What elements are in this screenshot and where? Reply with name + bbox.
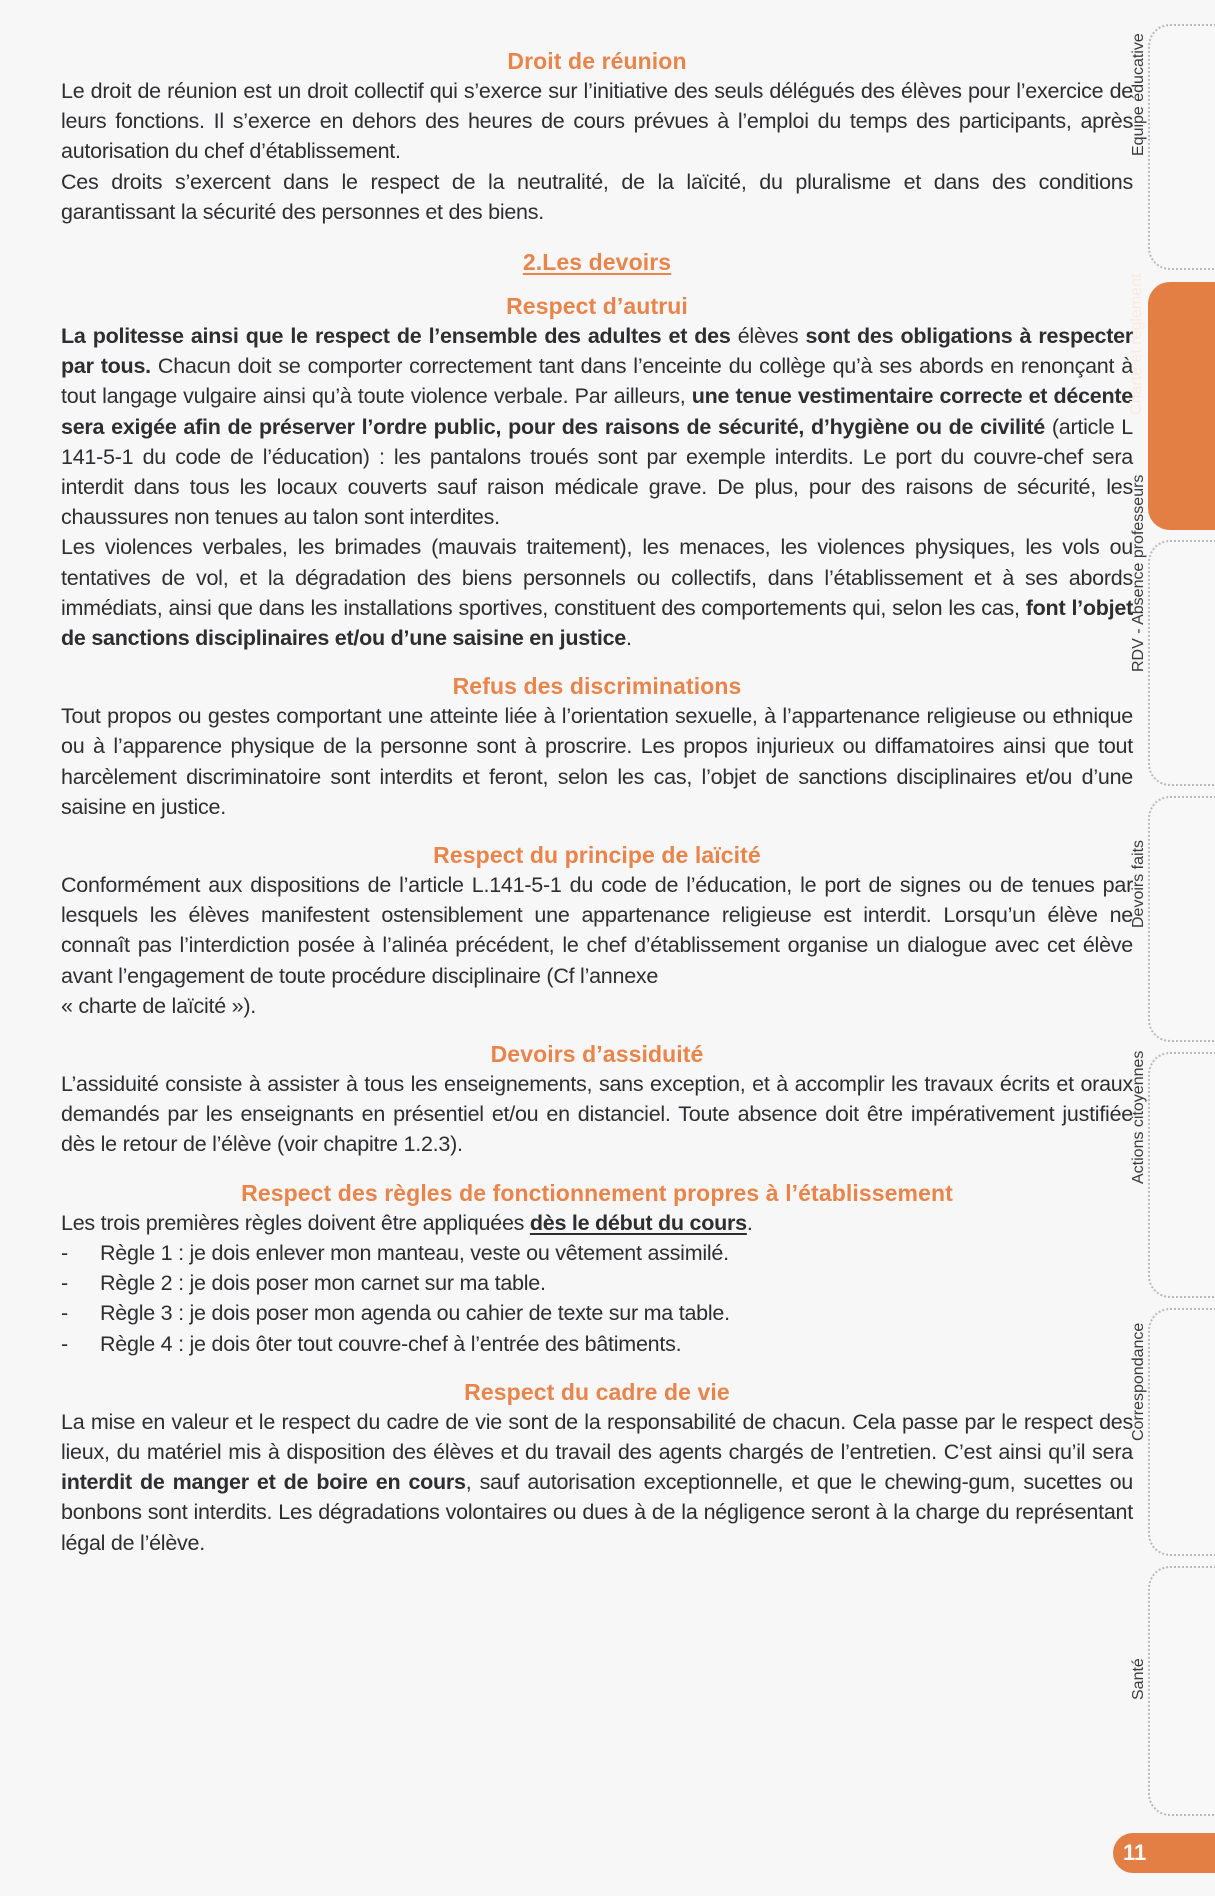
rule-item	[61, 1298, 1133, 1328]
tab-label: Equipe éducative	[1130, 33, 1147, 156]
tab-actions-citoyennes[interactable]	[1130, 1050, 1215, 1298]
list-dash: -	[61, 1240, 68, 1265]
regles-intro-end: .	[746, 1210, 753, 1235]
autrui-text-5: .	[625, 626, 632, 651]
tab-label: Actions citoyennes	[1130, 1050, 1147, 1184]
rule-item	[61, 1268, 1133, 1298]
regles-intro-text: Les trois premières règles doivent être appliquées	[61, 1210, 530, 1235]
regles-intro-emphasis: dès le début du cours	[529, 1210, 747, 1235]
cadre-bold: interdit de manger et de boire en cours	[61, 1470, 466, 1495]
regles-intro	[61, 1208, 1133, 1238]
autrui-text-3: (article L 141-5-1 du code de l’éducation) : les pantalons troués sont par exemple interdits. Le port du couvre-chef sera interdit dans tous les locaux couverts sauf raison médicale grave. De plus, pour des raisons de sécurité, les chaussures non tenues au talon sont interdites.	[61, 414, 1133, 530]
page-number: 11	[1113, 1833, 1215, 1873]
autrui-bold-2: sont des obligations à respecter par tous.	[61, 324, 1133, 379]
autrui-text-1: élèves	[730, 324, 806, 349]
reunion-paragraph-1: Le droit de réunion est un droit collectif qui s’exerce sur l’initiative des seuls délégués des élèves pour l’exercice de leurs fonctions. Il s’exerce en dehors des heures de cours prévues à l’emploi du temps des participants, après autorisation du chef d’établissement.	[61, 79, 1133, 164]
rule-item	[61, 1329, 1133, 1359]
cadre-text-1: La mise en valeur et le respect du cadre de vie sont de la responsabilité de chacun. Cela passe par le respect des lieux, du matériel mis à disposition des élèves et du travail des agents chargés de l’entretien. C’est ainsi qu’il sera	[61, 1409, 1133, 1464]
heading-droit-de-reunion: Droit de réunion	[507, 48, 687, 74]
cadre-paragraph	[61, 1407, 1133, 1558]
heading-principe-laicite: Respect du principe de laïcité	[433, 842, 761, 869]
autrui-bold-1: La politesse ainsi que le respect de l’ensemble des adultes et des	[61, 324, 731, 349]
heading-devoirs-assiduite: Devoirs d’assiduité	[490, 1041, 704, 1068]
heading-refus-discriminations: Refus des discriminations	[452, 673, 742, 700]
list-dash: -	[61, 1271, 68, 1296]
heading-cadre-de-vie: Respect du cadre de vie	[464, 1378, 730, 1405]
reunion-paragraph-2: Ces droits s’exercent dans le respect de la neutralité, de la laïcité, du pluralisme et dans des conditions garantissant la sécurité des personnes et des biens.	[61, 169, 1133, 224]
document-page	[61, 46, 1133, 1558]
rule-text: Règle 2 : je dois poser mon carnet sur ma table.	[100, 1271, 546, 1296]
rules-list	[61, 1238, 1133, 1359]
heading-regles-fonctionnement: Respect des règles de fonctionnement propres à l’établissement	[241, 1179, 953, 1206]
tab-label: Santé	[1130, 1658, 1147, 1700]
tab-label: RDV - Absence professeurs	[1130, 474, 1147, 672]
tab-label: Correspondance	[1130, 1322, 1147, 1441]
tab-equipe-educative[interactable]	[1130, 24, 1215, 270]
rule-text: Règle 3 : je dois poser mon agenda ou cahier de texte sur ma table.	[100, 1301, 730, 1326]
list-dash: -	[61, 1331, 68, 1356]
autrui-bold-3: une tenue vestimentaire correcte et décente sera exigée afin de préserver l’ordre public, pour des raisons de sécurité, d’hygiène ou de civilité	[61, 384, 1133, 439]
assiduite-paragraph: L’assiduité consiste à assister à tous les enseignements, sans exception, et à accomplir les travaux écrits et oraux demandés par les enseignants en présentiel et/ou en distanciel. Toute absence doit être impérativement justifiée dès le retour de l’élève (voir chapitre 1.2.3).	[61, 1072, 1133, 1157]
laicite-paragraph-2: « charte de laïcité »).	[61, 993, 257, 1018]
tab-rdv-absence-professeurs[interactable]	[1130, 474, 1215, 786]
rule-item	[61, 1238, 1133, 1268]
list-dash: -	[61, 1301, 68, 1326]
rule-text: Règle 1 : je dois enlever mon manteau, veste ou vêtement assimilé.	[100, 1240, 729, 1265]
autrui-text-4: Les violences verbales, les brimades (mauvais traitement), les menaces, les violences physiques, les vols ou tentatives de vol, et la dégradation des biens personnels ou collectifs, dans l’établissement et à ses abords immédiats, ainsi que dans les installations sportives, constituent des comportements qui, selon les cas,	[61, 535, 1133, 620]
tab-label: Charte et règlement	[1128, 273, 1145, 415]
heading-respect-autrui: Respect d’autrui	[506, 293, 688, 320]
heading-les-devoirs: 2.Les devoirs	[522, 249, 672, 276]
autrui-text-2: Chacun doit se comporter correctement tant dans l’enceinte du collège qu’à ses abords en renonçant à tout langage vulgaire ainsi qu’à toute violence verbale. Par ailleurs,	[61, 354, 1133, 409]
rule-text: Règle 4 : je dois ôter tout couvre-chef à l’entrée des bâtiments.	[100, 1331, 682, 1356]
tab-sante[interactable]	[1130, 1566, 1215, 1816]
tab-devoirs-faits[interactable]	[1130, 796, 1215, 1042]
cadre-text-2: , sauf autorisation exceptionnelle, et que le chewing-gum, sucettes ou bonbons sont interdits. Les dégradations volontaires ou dues à de la négligence seront à la charge du représentant légal de l’élève.	[61, 1470, 1133, 1555]
tab-charte-et-reglement[interactable]	[1128, 273, 1215, 530]
tab-correspondance[interactable]	[1130, 1308, 1215, 1556]
autrui-paragraph-1	[61, 321, 1133, 532]
autrui-bold-4: font l’objet de sanctions disciplinaires et/ou d’une saisine en justice	[61, 595, 1133, 651]
discrim-paragraph: Tout propos ou gestes comportant une atteinte liée à l’orientation sexuelle, à l’appartenance religieuse ou ethnique ou à l’apparence physique de la personne sont à proscrire. Les propos injurieux ou diffamatoires ainsi que tout harcèlement discriminatoire sont interdits et feront, selon les cas, l’objet de sanctions disciplinaires et/ou d’une saisine en justice.	[61, 704, 1133, 819]
autrui-paragraph-2	[61, 532, 1133, 653]
laicite-paragraph-1: Conformément aux dispositions de l’article L.141-5-1 du code de l’éducation, le port de signes ou de tenues par lesquels les élèves manifestent ostensiblement une appartenance religieuse est interdit. Lorsqu’un élève ne connaît pas l’interdiction posée à l’alinéa précédent, le chef d’établissement organise un dialogue avec cet élève avant l’engagement de toute procédure disciplinaire (Cf l’annexe	[61, 873, 1133, 988]
tab-label: Devoirs faits	[1130, 839, 1147, 928]
